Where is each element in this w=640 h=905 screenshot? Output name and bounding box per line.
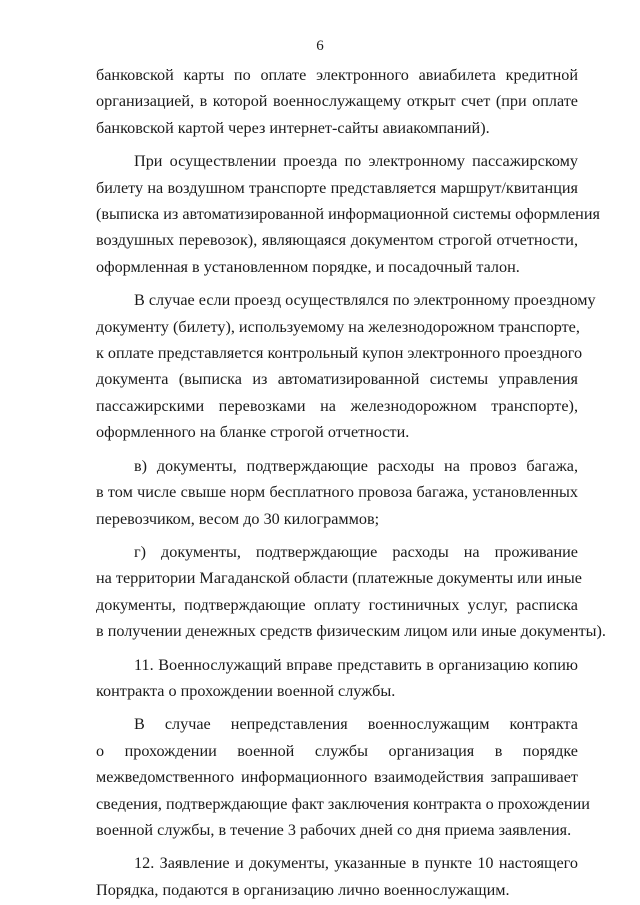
paragraph (96, 539, 606, 645)
text-line: к оплате представляется контрольный купон электронного проездного (96, 344, 583, 363)
paragraph-spacer (96, 141, 578, 148)
paragraph (96, 711, 590, 843)
paragraph-spacer (96, 843, 578, 850)
text-line: банковской картой через интернет-сайты авиакомпаний). (96, 118, 490, 137)
paragraph (96, 287, 596, 445)
text-line: военной службы, в течение 3 рабочих дней со дня приема заявления. (96, 820, 572, 839)
text-line: в получении денежных средств физическим лицом или иные документы). (96, 622, 606, 641)
text-line: документа (выписка из автоматизированной системы управления (96, 370, 578, 389)
paragraph (96, 62, 578, 141)
text-line: на территории Магаданской области (платежные документы или иные (96, 569, 582, 588)
text-line: банковской карты по оплате электронного авиабилета кредитной (96, 66, 578, 84)
text-line: оформленного на бланке строгой отчетности. (96, 423, 410, 442)
paragraph-spacer (96, 645, 578, 652)
text-line: Порядка, подаются в организацию лично военнослужащим. (96, 880, 510, 899)
paragraph (96, 453, 578, 532)
text-line: 12. Заявление и документы, указанные в пункте 10 настоящего (134, 854, 578, 873)
text-line: При осуществлении проезда по электронному пассажирскому (134, 152, 578, 171)
text-line: г) документы, подтверждающие расходы на проживание (134, 542, 578, 561)
text-line: воздушных перевозок), являющаяся документом строгой отчетности, (96, 231, 578, 250)
text-line: о прохождении военной службы организация в порядке (96, 741, 578, 760)
paragraph (96, 148, 600, 280)
text-line: документу (билету), используемому на железнодорожном транспорте, (96, 317, 580, 336)
paragraph-spacer (96, 280, 578, 287)
text-line: оформленная в установленном порядке, и посадочный талон. (96, 257, 520, 276)
text-line: в) документы, подтверждающие расходы на провоз багажа, (134, 456, 578, 475)
text-line: (выписка из автоматизированной информационной системы оформления (96, 205, 600, 224)
text-line: организацией, в которой военнослужащему открыт счет (при оплате (96, 92, 578, 111)
text-line: 11. Военнослужащий вправе представить в организацию копию (134, 655, 578, 674)
paragraph-spacer (96, 532, 578, 539)
text-line: В случае непредставления военнослужащим контракта (134, 715, 578, 734)
paragraph (96, 652, 578, 705)
text-line: сведения, подтверждающие факт заключения контракта о прохождении (96, 794, 590, 813)
text-line: билету на воздушном транспорте представляется маршрут/квитанция (96, 178, 578, 197)
text-line: в том числе свыше норм бесплатного провоза багажа, установленных (96, 483, 578, 502)
paragraph (96, 850, 578, 903)
page-number: 6 (316, 38, 324, 54)
text-line: контракта о прохождении военной службы. (96, 681, 396, 700)
paragraph-spacer (96, 446, 578, 453)
text-line: документы, подтверждающие оплату гостиничных услуг, расписка (96, 595, 578, 614)
text-line: В случае если проезд осуществлялся по электронному проездному (134, 291, 596, 310)
text-line: пассажирскими перевозками на железнодорожном транспорте), (96, 396, 578, 415)
document-body (96, 62, 606, 903)
paragraph-spacer (96, 704, 578, 711)
text-line: перевозчиком, весом до 30 килограммов; (96, 509, 380, 528)
text-line: межведомственного информационного взаимодействия запрашивает (96, 768, 578, 787)
